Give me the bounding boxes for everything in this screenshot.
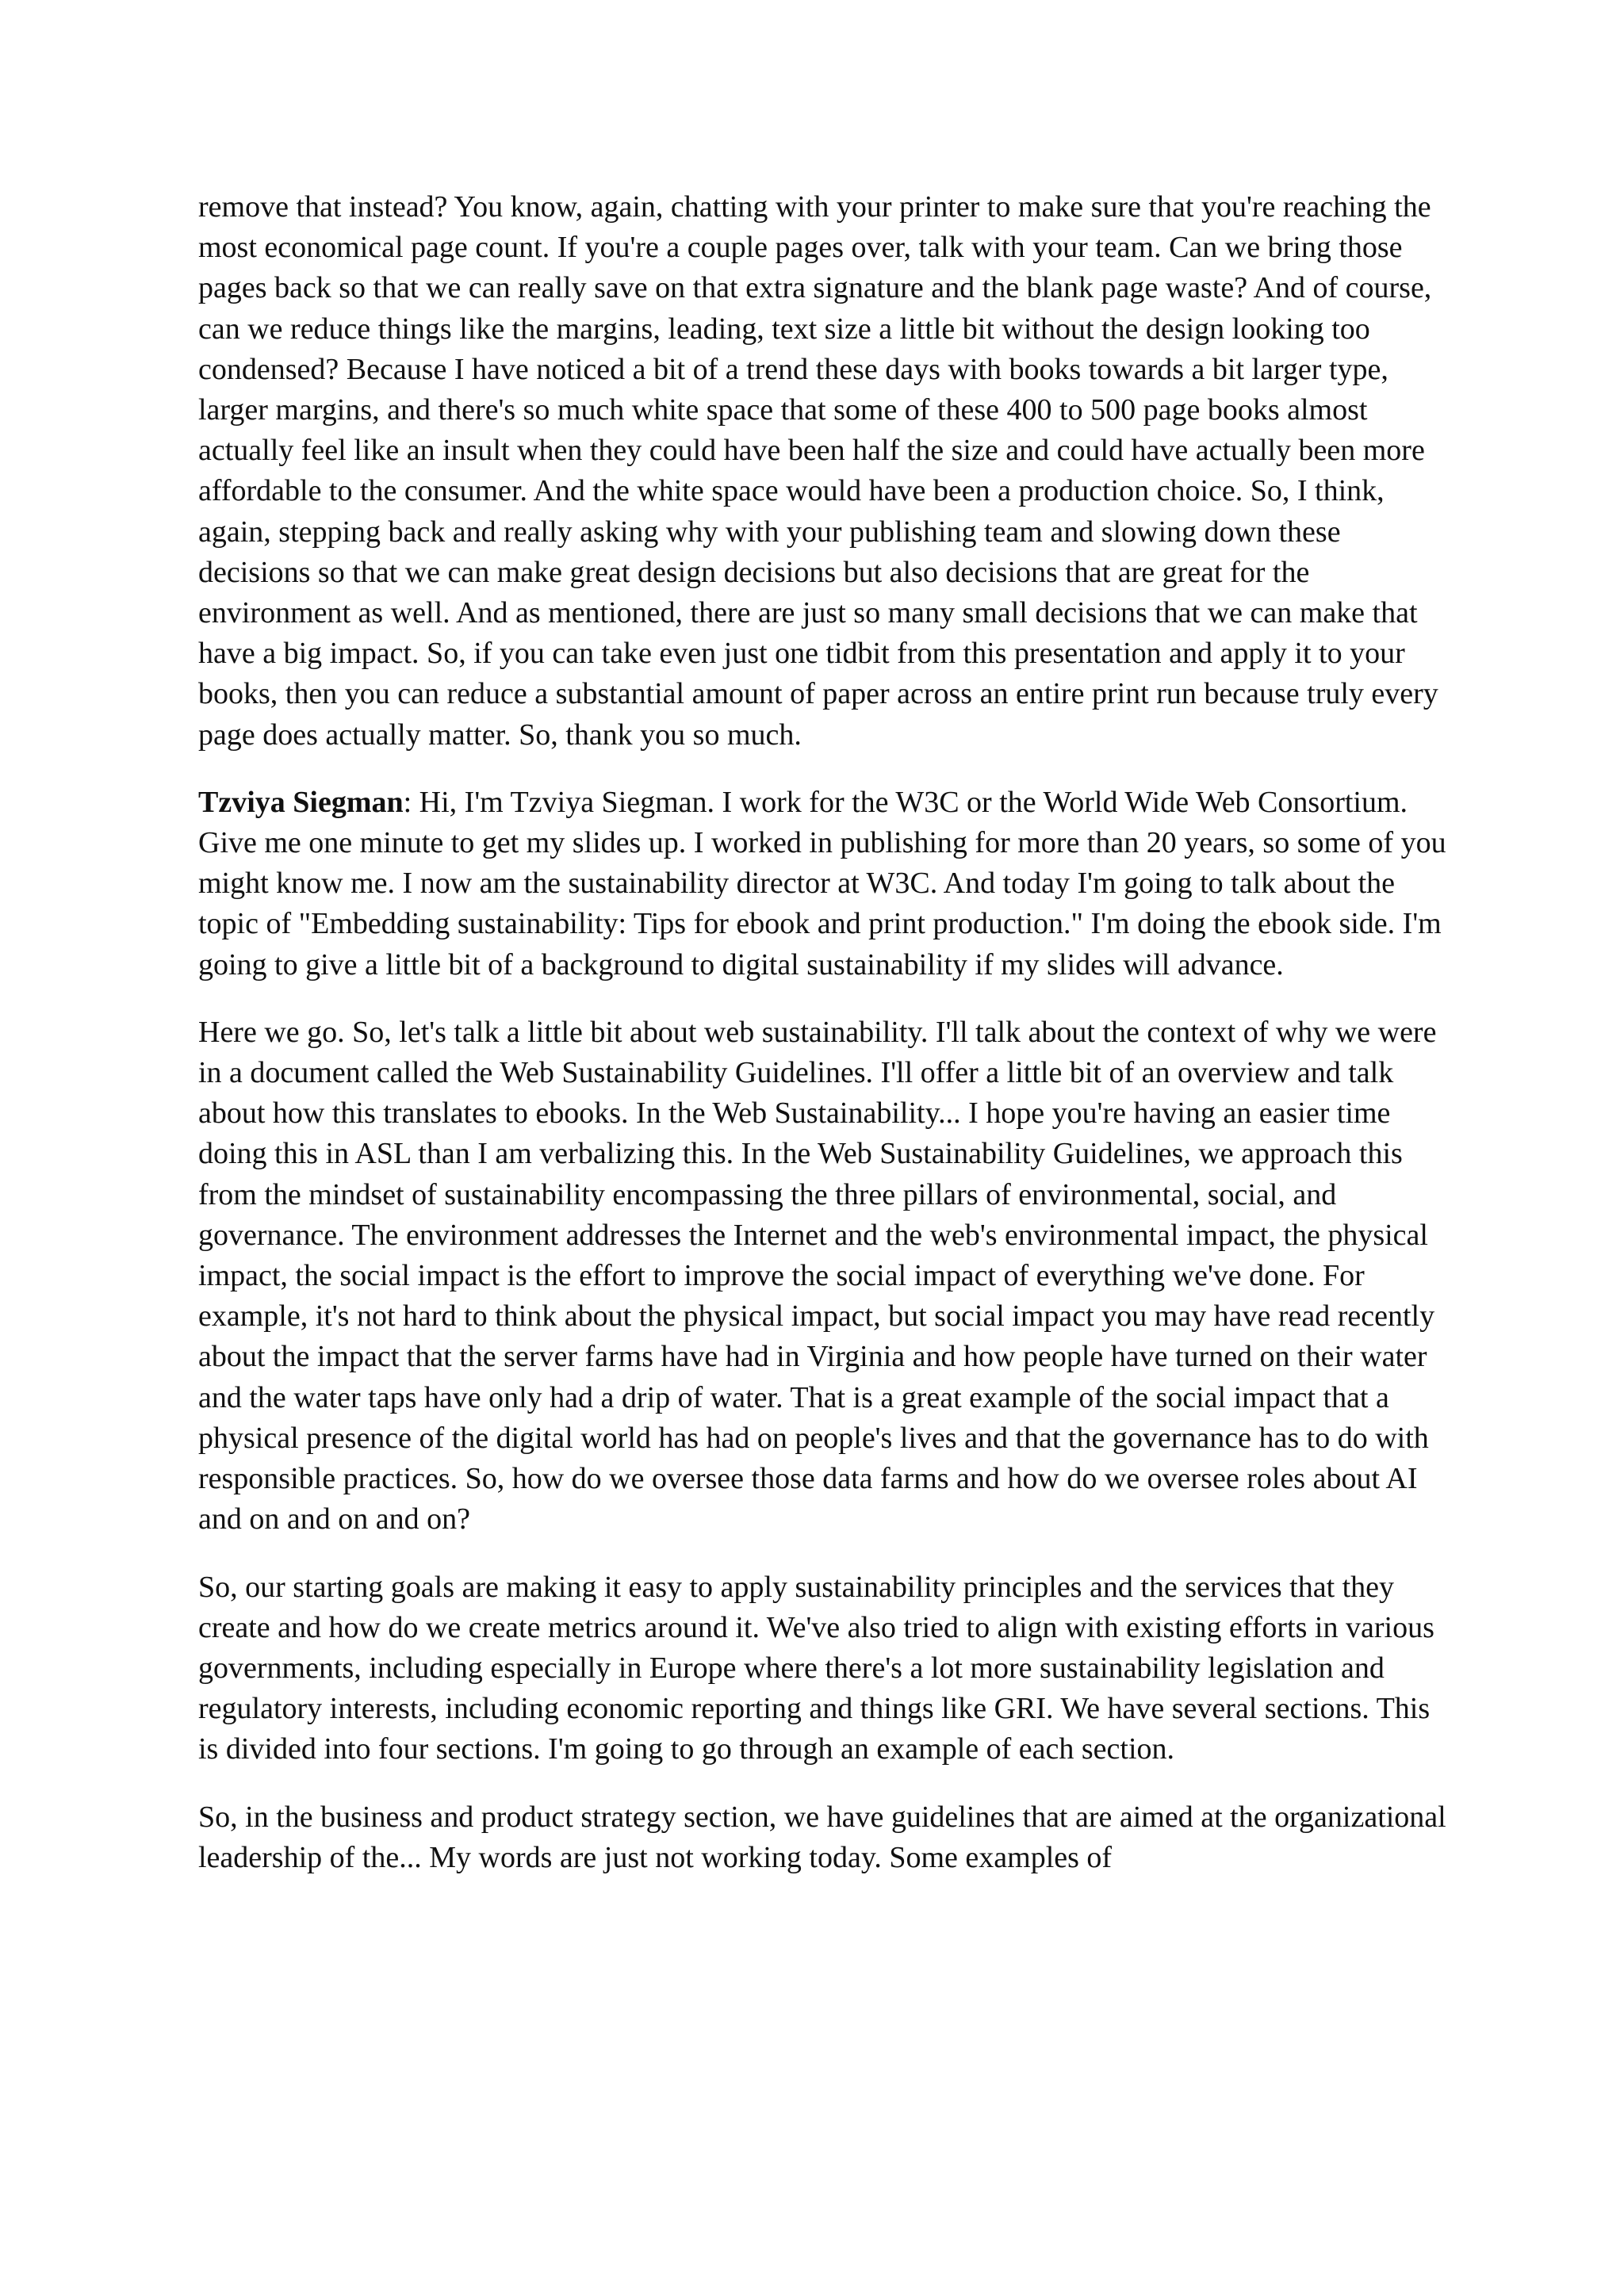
transcript-page	[198, 187, 1448, 1905]
paragraph-text: So, in the business and product strategy section, we have guidelines that are aimed at the organizational leadership of the... My words are just not working today. Some examples of	[198, 1800, 1446, 1874]
paragraph-4	[198, 1567, 1448, 1770]
paragraph-3	[198, 1012, 1448, 1540]
paragraph-text: : Hi, I'm Tzviya Siegman. I work for the W3C or the World Wide Web Consortium. Give me one minute to get my slides up. I worked in publishing for more than 20 years, so some of you might know me. I now am the sustainability director at W3C. And today I'm going to talk about the topic of "Embedding sustainability: Tips for ebook and print production." I'm doing the ebook side. I'm going to give a little bit of a background to digital sustainability if my slides will advance.	[198, 785, 1446, 982]
speaker-name: Tzviya Siegman	[198, 785, 404, 819]
paragraph-1	[198, 187, 1448, 756]
paragraph-text: So, our starting goals are making it easy to apply sustainability principles and the services that they create and how do we create metrics around it. We've also tried to align with existing efforts in various governments, including especially in Europe where there's a lot more sustainability legislation and regulatory interests, including economic reporting and things like GRI. We have several sections. This is divided into four sections. I'm going to go through an example of each section.	[198, 1570, 1434, 1766]
paragraph-2	[198, 783, 1448, 985]
paragraph-text: Here we go. So, let's talk a little bit about web sustainability. I'll talk about the context of why we were in a document called the Web Sustainability Guidelines. I'll offer a little bit of an overview and talk about how this translates to ebooks. In the Web Sustainability... I hope you're having an easier time doing this in ASL than I am verbalizing this. In the Web Sustainability Guidelines, we approach this from the mindset of sustainability encompassing the three pillars of environmental, social, and governance. The environment addresses the Internet and the web's environmental impact, the physical impact, the social impact is the effort to improve the social impact of everything we've done. For example, it's not hard to think about the physical impact, but social impact you may have read recently about the impact that the server farms have had in Virginia and how people have turned on their water and the water taps have only had a drip of water. That is a great example of the social impact that a physical presence of the digital world has had on people's lives and that the governance has to do with responsible practices. So, how do we oversee those data farms and how do we oversee roles about AI and on and on and on?	[198, 1015, 1437, 1536]
paragraph-text: remove that instead? You know, again, chatting with your printer to make sure that you're reaching the most economical page count. If you're a couple pages over, talk with your team. Can we bring those pages back so that we can really save on that extra signature and the blank page waste? And of course, can we reduce things like the margins, leading, text size a little bit without the design looking too condensed? Because I have noticed a bit of a trend these days with books towards a bit larger type, larger margins, and there's so much white space that some of these 400 to 500 page books almost actually feel like an insult when they could have been half the size and could have actually been more affordable to the consumer. And the white space would have been a production choice. So, I think, again, stepping back and really asking why with your publishing team and slowing down these decisions so that we can make great design decisions but also decisions that are great for the environment as well. And as mentioned, there are just so many small decisions that we can make that have a big impact. So, if you can take even just one tidbit from this presentation and apply it to your books, then you can reduce a substantial amount of paper across an entire print run because truly every page does actually matter. So, thank you so much.	[198, 190, 1438, 752]
paragraph-5	[198, 1797, 1448, 1878]
